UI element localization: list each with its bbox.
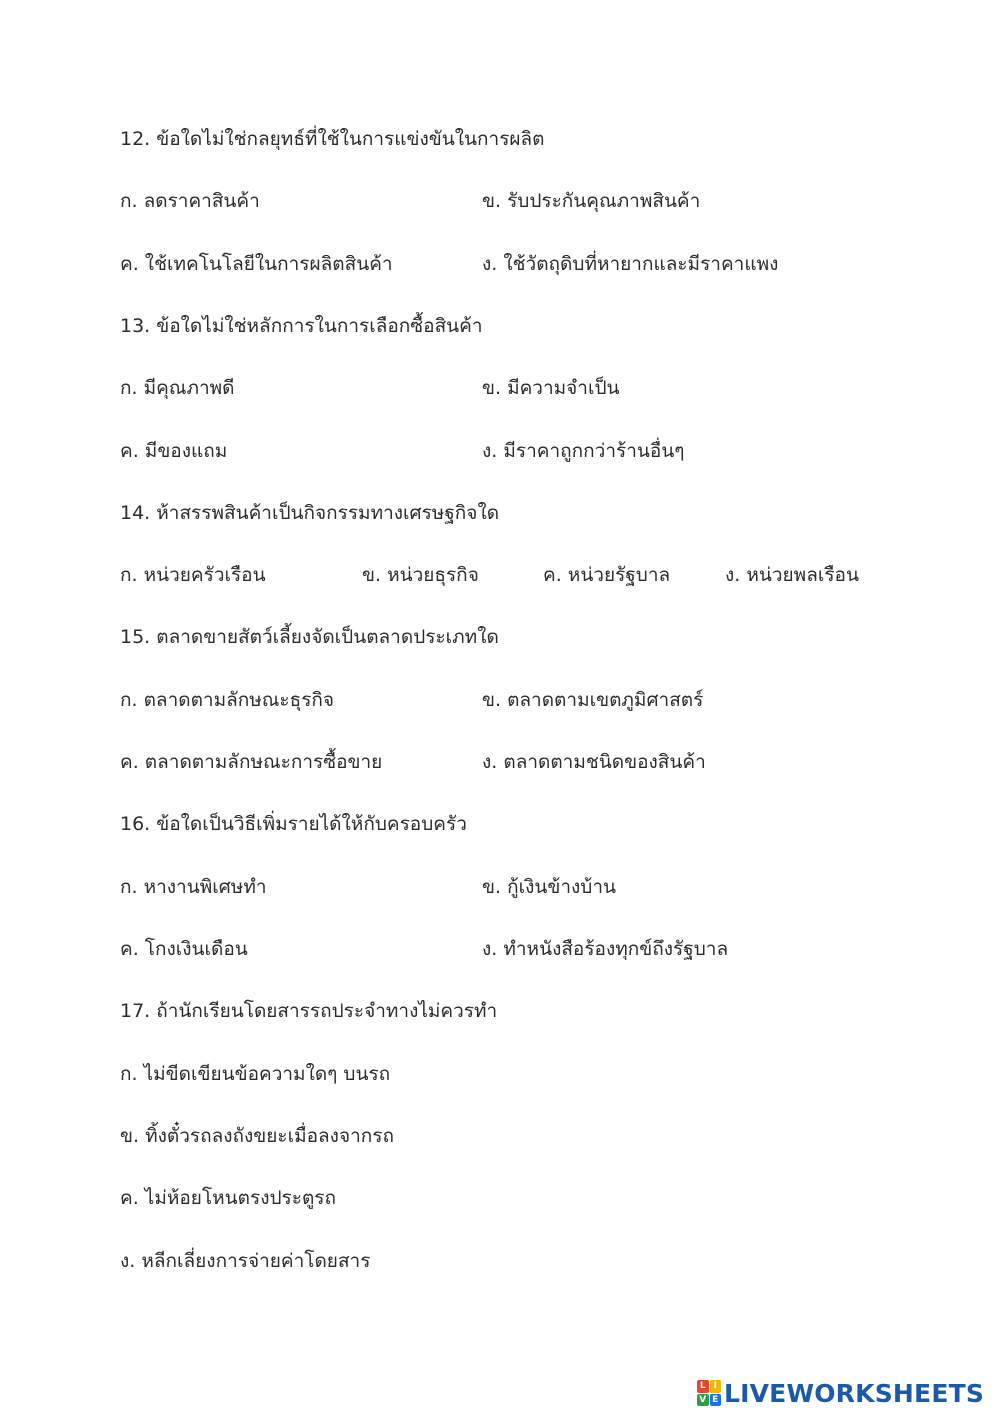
q17-choice-c: ค. ไม่ห้อยโหนตรงประตูรถ [120,1187,336,1209]
q16-choice-a: ก. หางานพิเศษทำ [120,876,267,898]
question-12: 12. ข้อใดไม่ใช่กลยุทธ์ที่ใช้ในการแข่งขันในการผลิต [120,128,545,150]
q12-choice-d: ง. ใช้วัตถุดิบที่หายากและมีราคาแพง [482,253,779,275]
q14-choice-a: ก. หน่วยครัวเรือน [120,564,266,586]
q15-choice-d: ง. ตลาดตามชนิดของสินค้า [482,751,706,773]
question-13: 13. ข้อใดไม่ใช่หลักการในการเลือกซื้อสินค้า [120,315,483,337]
question-14: 14. ห้าสรรพสินค้าเป็นกิจกรรมทางเศรษฐกิจใด [120,502,500,524]
question-16: 16. ข้อใดเป็นวิธีเพิ่มรายได้ให้กับครอบครัว [120,813,467,835]
q12-choice-a: ก. ลดราคาสินค้า [120,190,260,212]
q14-choice-b: ข. หน่วยธุรกิจ [362,564,479,586]
q13-choice-b: ข. มีความจำเป็น [482,377,620,399]
q13-choice-d: ง. มีราคาถูกกว่าร้านอื่นๆ [482,440,685,462]
liveworksheets-logo-text: LIVEWORKSHEETS [724,1378,985,1408]
q15-choice-a: ก. ตลาดตามลักษณะธุรกิจ [120,689,335,711]
q14-choice-c: ค. หน่วยรัฐบาล [543,564,671,586]
q15-choice-c: ค. ตลาดตามลักษณะการซื้อขาย [120,751,383,773]
question-15: 15. ตลาดขายสัตว์เลี้ยงจัดเป็นตลาดประเภทใด [120,626,499,648]
q13-choice-a: ก. มีคุณภาพดี [120,377,235,399]
q17-choice-a: ก. ไม่ขีดเขียนข้อความใดๆ บนรถ [120,1063,391,1085]
liveworksheets-logo-icon: L I V E [697,1380,721,1406]
q14-choice-d: ง. หน่วยพลเรือน [725,564,859,586]
question-17: 17. ถ้านักเรียนโดยสารรถประจำทางไม่ควรทำ [120,1000,498,1022]
q16-choice-b: ข. กู้เงินข้างบ้าน [482,876,616,898]
q17-choice-d: ง. หลีกเลี่ยงการจ่ายค่าโดยสาร [120,1250,371,1272]
q17-choice-b: ข. ทิ้งตั๋วรถลงถังขยะเมื่อลงจากรถ [120,1125,394,1147]
q16-choice-c: ค. โกงเงินเดือน [120,938,248,960]
q12-choice-b: ข. รับประกันคุณภาพสินค้า [482,190,701,212]
q15-choice-b: ข. ตลาดตามเขตภูมิศาสตร์ [482,689,704,711]
liveworksheets-logo [697,1378,984,1408]
q16-choice-d: ง. ทำหนังสือร้องทุกข์ถึงรัฐบาล [482,938,729,960]
q12-choice-c: ค. ใช้เทคโนโลยีในการผลิตสินค้า [120,253,393,275]
q13-choice-c: ค. มีของแถม [120,440,228,462]
